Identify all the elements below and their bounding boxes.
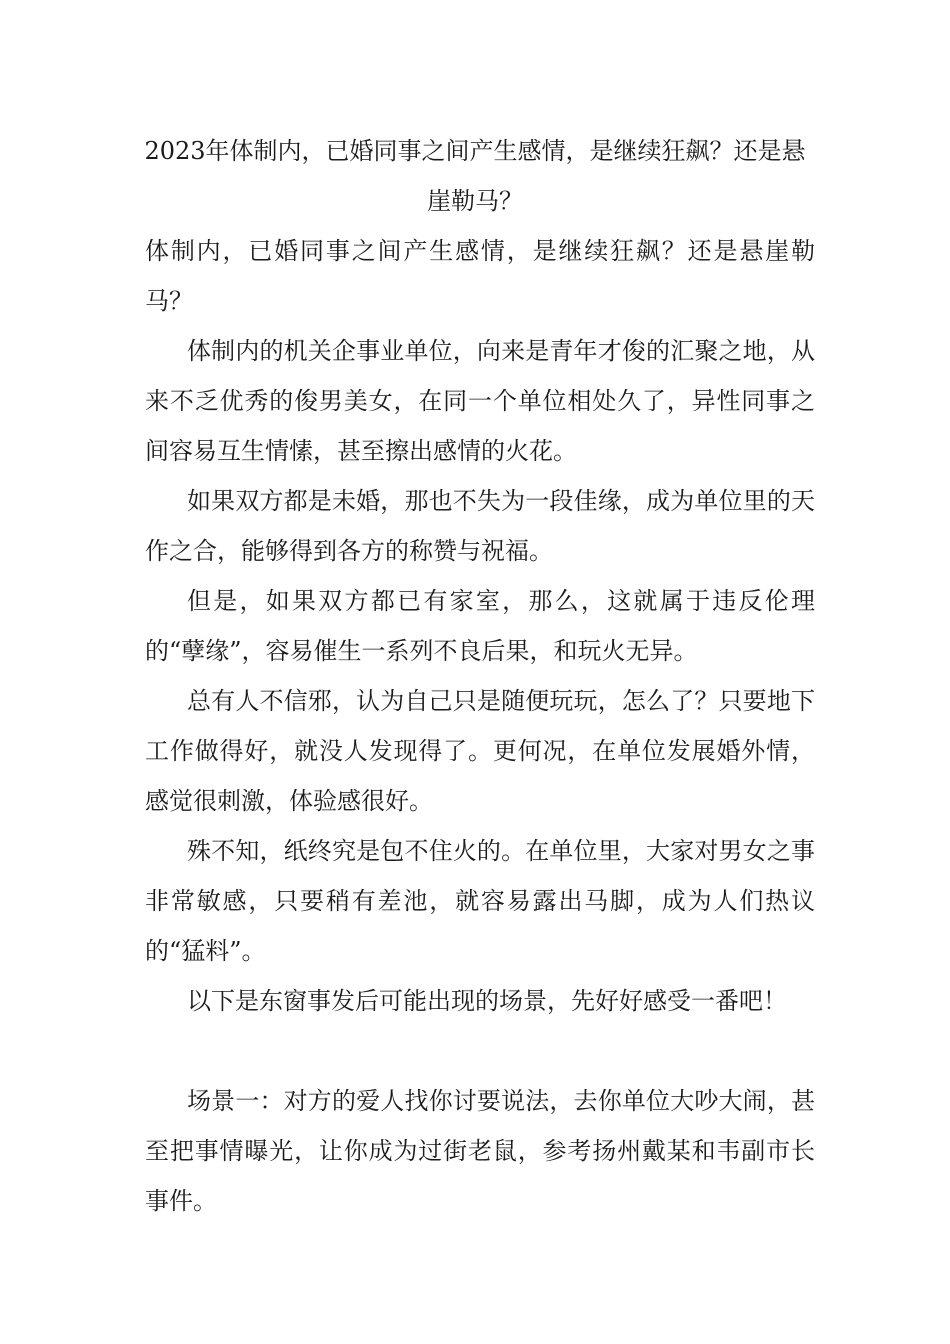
paragraph: 以下是东窗事发后可能出现的场景，先好好感受一番吧！ [187, 987, 787, 1015]
paragraph: 殊不知，纸终究是包不住火的。在单位里，大家对男女之事非常敏感，只要稍有差池，就容易露出马脚，成为人们热议的“猛料”。 [145, 837, 815, 965]
document-subtitle: 体制内，已婚同事之间产生感情，是继续狂飙？还是悬崖勒马？ [145, 237, 815, 315]
paragraph: 体制内的机关企事业单位，向来是青年才俊的汇聚之地，从来不乏优秀的俊男美女，在同一个单位相处久了，异性同事之间容易互生情愫，甚至擦出感情的火花。 [145, 337, 815, 465]
paragraph: 如果双方都是未婚，那也不失为一段佳缘，成为单位里的天作之合，能够得到各方的称赞与祝福。 [145, 487, 815, 565]
paragraph: 但是，如果双方都已有家室，那么，这就属于违反伦理的“孽缘”，容易催生一系列不良后果，和玩火无异。 [145, 587, 815, 665]
blank-line [145, 1026, 815, 1076]
document-body [145, 226, 815, 1226]
paragraph: 总有人不信邪，认为自己只是随便玩玩，怎么了？只要地下工作做得好，就没人发现得了。更何况，在单位发展婚外情，感觉很刺激，体验感很好。 [145, 687, 815, 815]
document-title: 2023年体制内，已婚同事之间产生感情，是继续狂飙？还是悬崖勒马？ [144, 137, 806, 215]
scene-paragraph: 场景一：对方的爱人找你讨要说法，去你单位大吵大闹，甚至把事情曝光，让你成为过街老鼠，参考扬州戴某和韦副市长事件。 [145, 1087, 815, 1215]
